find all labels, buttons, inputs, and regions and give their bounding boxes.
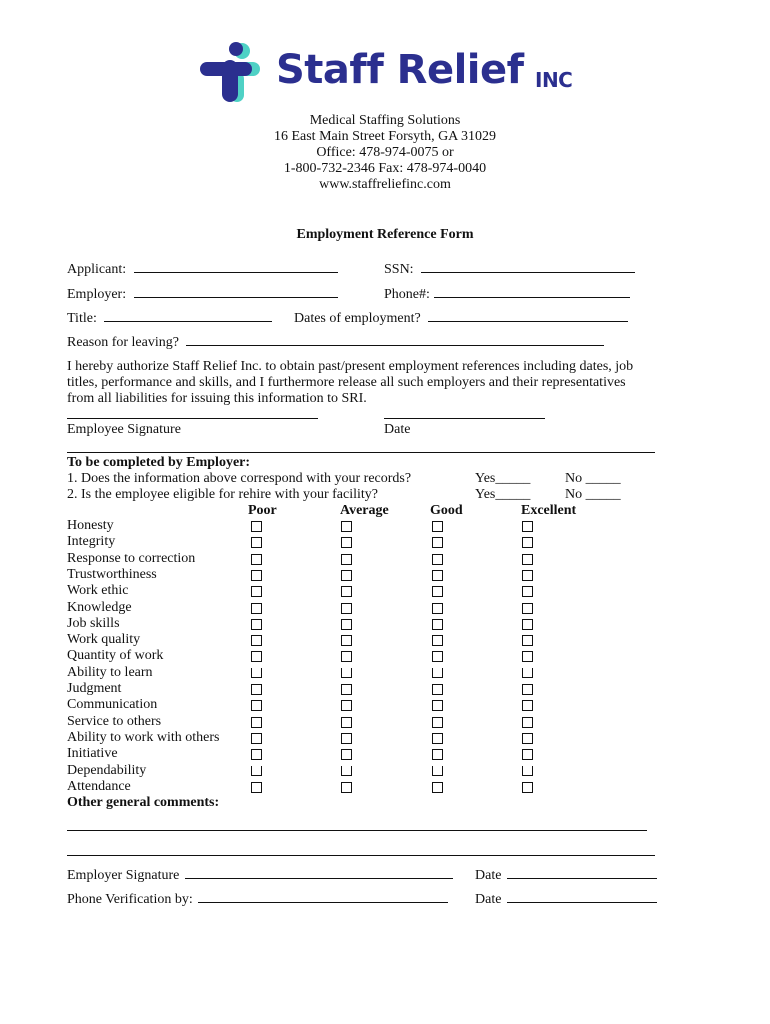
dates-blank[interactable] <box>428 309 628 322</box>
dates-label: Dates of employment? <box>294 311 421 326</box>
employer-field[interactable] <box>67 285 338 303</box>
checkbox-ability-to-work-with-others-average[interactable] <box>341 733 352 744</box>
checkbox-integrity-excellent[interactable] <box>522 537 533 548</box>
checkbox-knowledge-poor[interactable] <box>251 603 262 614</box>
verification-date-blank[interactable] <box>507 890 657 903</box>
phone-verification-field[interactable] <box>67 890 448 908</box>
checkbox-service-to-others-poor[interactable] <box>251 717 262 728</box>
checkbox-quantity-of-work-excellent[interactable] <box>522 651 533 662</box>
checkbox-communication-good[interactable] <box>432 700 443 711</box>
checkbox-knowledge-average[interactable] <box>341 603 352 614</box>
checkbox-trustworthiness-good[interactable] <box>432 570 443 581</box>
criterion-label: Ability to learn <box>67 664 153 680</box>
checkbox-work-quality-excellent[interactable] <box>522 635 533 646</box>
checkbox-work-ethic-excellent[interactable] <box>522 586 533 597</box>
checkbox-job-skills-average[interactable] <box>341 619 352 630</box>
q2-yes[interactable]: Yes_____ <box>475 487 531 502</box>
column-poor: Poor <box>248 503 277 518</box>
checkbox-service-to-others-average[interactable] <box>341 717 352 728</box>
criterion-label: Initiative <box>67 746 118 762</box>
company-address: 16 East Main Street Forsyth, GA 31029 <box>273 129 497 144</box>
phone-blank[interactable] <box>434 285 630 298</box>
phone-verification-label: Phone Verification by: <box>67 892 193 907</box>
checkbox-quantity-of-work-average[interactable] <box>341 651 352 662</box>
checkbox-knowledge-excellent[interactable] <box>522 603 533 614</box>
verification-date-label: Date <box>475 892 502 907</box>
checkbox-trustworthiness-average[interactable] <box>341 570 352 581</box>
checkbox-trustworthiness-excellent[interactable] <box>522 570 533 581</box>
q1-yes[interactable]: Yes_____ <box>475 471 531 486</box>
checkbox-dependability-good[interactable] <box>432 766 443 776</box>
checkbox-ability-to-learn-excellent[interactable] <box>522 668 533 678</box>
phone-label: Phone#: <box>384 287 430 302</box>
checkbox-service-to-others-good[interactable] <box>432 717 443 728</box>
checkbox-service-to-others-excellent[interactable] <box>522 717 533 728</box>
employee-signature-label: Employee Signature <box>67 422 181 437</box>
criterion-label: Judgment <box>67 681 122 696</box>
company-tagline: Medical Staffing Solutions <box>309 113 461 128</box>
checkbox-honesty-average[interactable] <box>341 521 352 532</box>
checkbox-attendance-poor[interactable] <box>251 782 262 793</box>
checkbox-ability-to-work-with-others-good[interactable] <box>432 733 443 744</box>
form-title: Employment Reference Form <box>296 227 474 242</box>
applicant-blank[interactable] <box>134 260 338 273</box>
employer-signature-label: Employer Signature <box>67 868 180 883</box>
ssn-blank[interactable] <box>421 260 635 273</box>
checkbox-knowledge-good[interactable] <box>432 603 443 614</box>
checkbox-judgment-excellent[interactable] <box>522 684 533 695</box>
section-divider <box>67 452 655 453</box>
authorization-line-3: from all liabilities for issuing this information to SRI. <box>67 391 367 406</box>
criterion-label: Work quality <box>67 632 141 648</box>
ssn-label: SSN: <box>384 262 414 277</box>
checkbox-communication-excellent[interactable] <box>522 700 533 711</box>
checkbox-work-quality-average[interactable] <box>341 635 352 646</box>
checkbox-ability-to-learn-poor[interactable] <box>251 668 262 678</box>
checkbox-honesty-poor[interactable] <box>251 521 262 532</box>
reason-label: Reason for leaving? <box>67 335 179 350</box>
company-logo <box>198 40 588 104</box>
authorization-line-2: titles, performance and skills, and I furthermore release all such employers and their representatives <box>67 375 626 390</box>
title-blank[interactable] <box>104 309 272 322</box>
checkbox-quantity-of-work-poor[interactable] <box>251 651 262 662</box>
checkbox-response-to-correction-excellent[interactable] <box>522 554 533 565</box>
q1-no[interactable]: No _____ <box>565 471 621 486</box>
checkbox-communication-poor[interactable] <box>251 700 262 711</box>
checkbox-trustworthiness-poor[interactable] <box>251 570 262 581</box>
dates-field[interactable] <box>294 309 628 327</box>
checkbox-ability-to-learn-average[interactable] <box>341 668 352 678</box>
authorization-line-1: I hereby authorize Staff Relief Inc. to obtain past/present employment references including dates, job <box>67 359 634 374</box>
checkbox-dependability-poor[interactable] <box>251 766 262 776</box>
checkbox-initiative-excellent[interactable] <box>522 749 533 760</box>
employee-signature-line[interactable] <box>67 418 318 419</box>
criterion-label: Work ethic <box>67 583 129 599</box>
employer-label: Employer: <box>67 287 127 302</box>
criterion-label: Communication <box>67 697 158 713</box>
criterion-label: Quantity of work <box>67 648 164 664</box>
employer-signature-field[interactable] <box>67 866 453 884</box>
title-field[interactable] <box>67 309 272 327</box>
checkbox-ability-to-learn-good[interactable] <box>432 668 443 678</box>
logo-cross-icon <box>198 42 264 104</box>
employer-signature-blank[interactable] <box>185 866 453 879</box>
criterion-label: Honesty <box>67 518 114 533</box>
checkbox-attendance-good[interactable] <box>432 782 443 793</box>
employee-date-label: Date <box>384 422 411 437</box>
reason-field[interactable] <box>67 333 604 351</box>
checkbox-judgment-average[interactable] <box>341 684 352 695</box>
checkbox-dependability-average[interactable] <box>341 766 352 776</box>
comments-line-1[interactable] <box>67 830 647 831</box>
checkbox-job-skills-poor[interactable] <box>251 619 262 630</box>
applicant-field[interactable] <box>67 260 338 278</box>
logo-suffix: INC <box>535 68 573 92</box>
checkbox-work-ethic-good[interactable] <box>432 586 443 597</box>
verification-date-field[interactable] <box>475 890 657 908</box>
logo-name: Staff Relief <box>276 47 524 93</box>
checkbox-response-to-correction-average[interactable] <box>341 554 352 565</box>
checkbox-response-to-correction-good[interactable] <box>432 554 443 565</box>
comments-line-2[interactable] <box>67 855 655 856</box>
checkbox-dependability-excellent[interactable] <box>522 766 533 776</box>
employer-blank[interactable] <box>134 285 338 298</box>
checkbox-honesty-good[interactable] <box>432 521 443 532</box>
title-label: Title: <box>67 311 97 326</box>
employee-date-line[interactable] <box>384 418 545 419</box>
phone-verification-blank[interactable] <box>198 890 448 903</box>
checkbox-ability-to-work-with-others-poor[interactable] <box>251 733 262 744</box>
checkbox-honesty-excellent[interactable] <box>522 521 533 532</box>
checkbox-job-skills-good[interactable] <box>432 619 443 630</box>
company-phones: 1-800-732-2346 Fax: 478-974-0040 <box>283 161 487 176</box>
comments-label: Other general comments: <box>67 795 220 810</box>
criterion-label: Attendance <box>67 778 131 794</box>
checkbox-initiative-good[interactable] <box>432 749 443 760</box>
criterion-label: Response to correction <box>67 550 196 566</box>
criterion-label: Knowledge <box>67 599 132 615</box>
criterion-label: Integrity <box>67 534 116 550</box>
checkbox-ability-to-work-with-others-excellent[interactable] <box>522 733 533 744</box>
checkbox-work-ethic-average[interactable] <box>341 586 352 597</box>
column-excellent: Excellent <box>521 503 577 518</box>
checkbox-judgment-good[interactable] <box>432 684 443 695</box>
phone-field[interactable] <box>384 285 630 303</box>
checkbox-attendance-average[interactable] <box>341 782 352 793</box>
checkbox-work-quality-good[interactable] <box>432 635 443 646</box>
column-average: Average <box>340 503 389 518</box>
checkbox-initiative-poor[interactable] <box>251 749 262 760</box>
criterion-label: Service to others <box>67 713 162 729</box>
criterion-label: Job skills <box>67 615 120 631</box>
question-rehire: 2. Is the employee eligible for rehire with your facility? <box>67 487 379 502</box>
q2-no[interactable]: No _____ <box>565 487 621 502</box>
checkbox-judgment-poor[interactable] <box>251 684 262 695</box>
applicant-label: Applicant: <box>67 262 127 277</box>
company-website: www.staffreliefinc.com <box>319 177 451 192</box>
checkbox-work-ethic-poor[interactable] <box>251 586 262 597</box>
question-records: 1. Does the information above correspond with your records? <box>67 471 412 486</box>
employer-section-heading: To be completed by Employer: <box>67 455 251 470</box>
checkbox-work-quality-poor[interactable] <box>251 635 262 646</box>
checkbox-response-to-correction-poor[interactable] <box>251 554 262 565</box>
employer-date-blank[interactable] <box>507 866 657 879</box>
checkbox-integrity-good[interactable] <box>432 537 443 548</box>
checkbox-attendance-excellent[interactable] <box>522 782 533 793</box>
reason-blank[interactable] <box>186 333 604 346</box>
criterion-label: Trustworthiness <box>67 566 157 582</box>
checkbox-initiative-average[interactable] <box>341 749 352 760</box>
checkbox-integrity-poor[interactable] <box>251 537 262 548</box>
checkbox-quantity-of-work-good[interactable] <box>432 651 443 662</box>
ssn-field[interactable] <box>384 260 635 278</box>
criterion-label: Dependability <box>67 762 147 778</box>
employer-date-field[interactable] <box>475 866 657 884</box>
checkbox-job-skills-excellent[interactable] <box>522 619 533 630</box>
criterion-label: Ability to work with others <box>67 729 220 745</box>
column-good: Good <box>430 503 463 518</box>
checkbox-communication-average[interactable] <box>341 700 352 711</box>
company-office-phone: Office: 478-974-0075 or <box>316 145 454 160</box>
employer-date-label: Date <box>475 868 502 883</box>
checkbox-integrity-average[interactable] <box>341 537 352 548</box>
